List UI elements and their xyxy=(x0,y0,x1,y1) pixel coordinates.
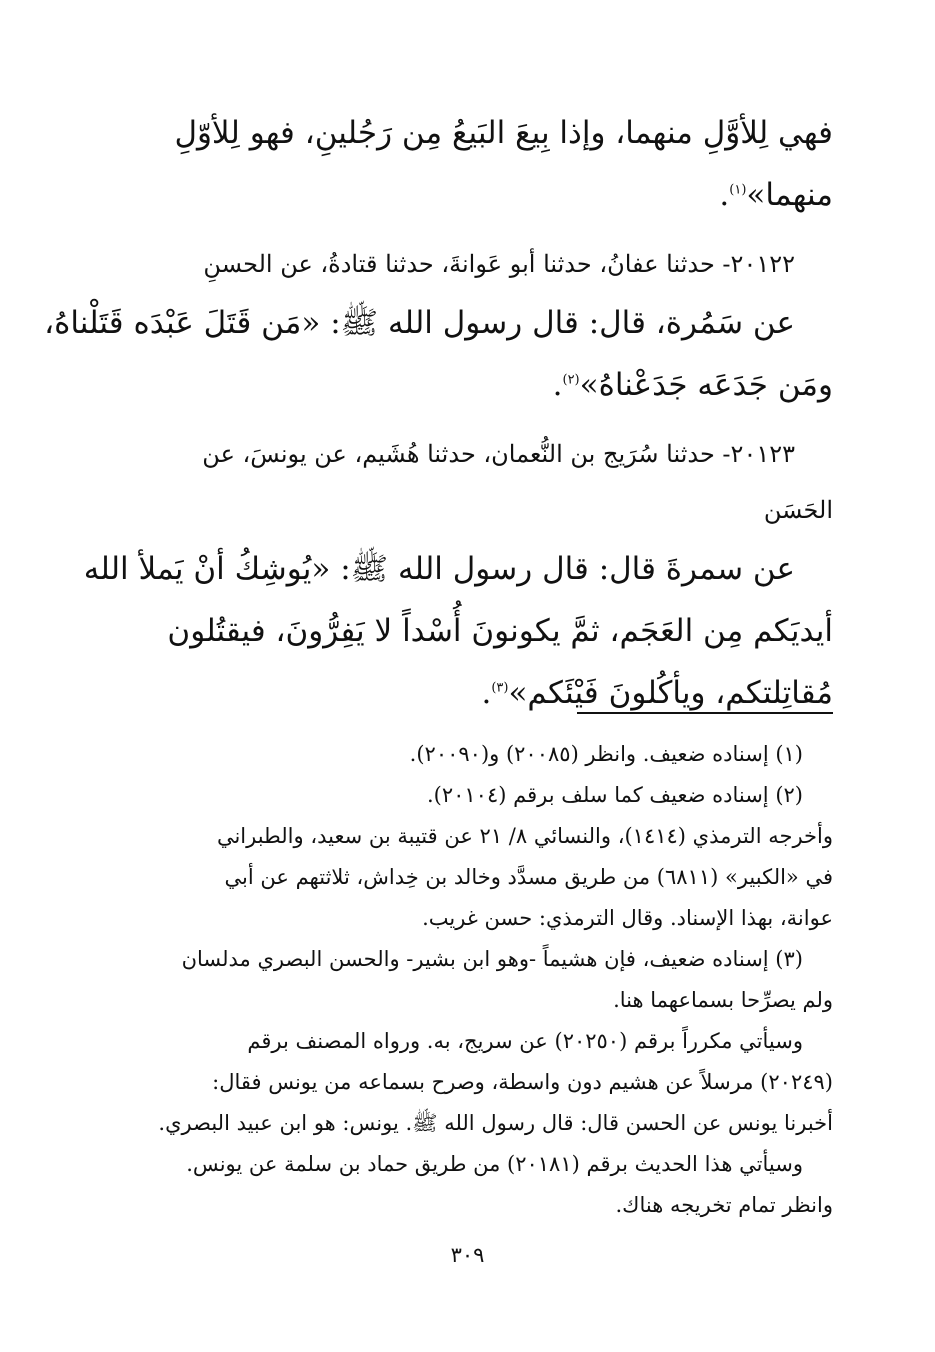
text-line: عن سمرةَ قال: قال رسول الله ﷺ: «يُوشِكُ أنْ يَملأ الله xyxy=(83,551,795,587)
footnote-ref: (١) xyxy=(729,182,747,198)
text-line xyxy=(128,354,833,416)
text-line xyxy=(128,662,833,724)
footnote-divider xyxy=(577,712,833,714)
text-fragment: . xyxy=(552,367,563,403)
hadith-header-20123: ٢٠١٢٣- حدثنا سُرَيج بن النُّعمان، حدثنا هُشَيم، عن يونسَ، عن xyxy=(202,440,795,468)
footnote-line: وأخرجه الترمذي (١٤١٤)، والنسائي ٨/ ٢١ عن قتيبة بن سعيد، والطبراني xyxy=(216,824,833,848)
hadith-header-20122: ٢٠١٢٢- حدثنا عفانُ، حدثنا أبو عَوانةَ، حدثنا قتادةُ، عن الحسنِ xyxy=(203,250,795,278)
text-fragment: ومَن جَدَعَه جَدَعْناهُ» xyxy=(579,367,833,403)
footnote-1: (١) إسناده ضعيف. وانظر (٢٠٠٨٥) و(٢٠٠٩٠). xyxy=(409,742,803,766)
footnotes xyxy=(128,734,833,1226)
footnote-ref: (٣) xyxy=(491,680,509,696)
text-fragment: منهما» xyxy=(746,177,833,213)
footnote-line: أخبرنا يونس عن الحسن قال: قال رسول الله ﷺ. يونس: هو ابن عبيد البصري. xyxy=(158,1111,833,1135)
footnote-3: (٣) إسناده ضعيف، فإن هشيماً -وهو ابن بشير- والحسن البصري مدلسان xyxy=(181,947,803,971)
text-line xyxy=(128,164,833,226)
text-fragment: . xyxy=(719,177,730,213)
text-line: عن سَمُرة، قال: قال رسول الله ﷺ: «مَن قَتَلَ عَبْدَه قَتَلْناهُ، xyxy=(44,305,795,341)
footnote-line: وسيأتي هذا الحديث برقم (٢٠١٨١) من طريق حماد بن سلمة عن يونس. xyxy=(186,1152,803,1176)
main-text xyxy=(44,102,833,724)
footnote-ref: (٢) xyxy=(562,372,580,388)
footnote-2: (٢) إسناده ضعيف كما سلف برقم (٢٠١٠٤). xyxy=(426,783,803,807)
footnote-line: في «الكبير» (٦٨١١) من طريق مسدَّد وخالد بن خِداش، ثلاثتهم عن أبي xyxy=(224,865,833,889)
page-number: ٣٠٩ xyxy=(450,1243,485,1267)
text-fragment: مُقاتِلتكم، ويأكُلونَ فَيْئَكم» xyxy=(508,675,833,711)
text-line: الحَسَن xyxy=(763,496,833,524)
footnote-line: ولم يصرِّحا بسماعهما هنا. xyxy=(613,988,833,1012)
footnote-line: (٢٠٢٤٩) مرسلاً عن هشيم دون واسطة، وصرح بسماعه من يونس فقال: xyxy=(212,1070,833,1094)
footnote-line: وسيأتي مكرراً برقم (٢٠٢٥٠) عن سريج، به. ورواه المصنف برقم xyxy=(247,1029,803,1053)
footnote-line: وانظر تمام تخريجه هناك. xyxy=(615,1193,833,1217)
text-line: فهي لِلأوَّلِ منهما، وإذا بِيعَ البَيعُ مِن رَجُلينِ، فهو لِلأوّلِ xyxy=(174,115,833,151)
text-line: أيديَكم مِن العَجَم، ثمَّ يكونونَ أُسْداً لا يَفِرُّونَ، فيقتُلون xyxy=(167,613,833,649)
footnote-line: عوانة، بهذا الإسناد. وقال الترمذي: حسن غريب. xyxy=(422,906,833,930)
text-fragment: . xyxy=(481,675,492,711)
